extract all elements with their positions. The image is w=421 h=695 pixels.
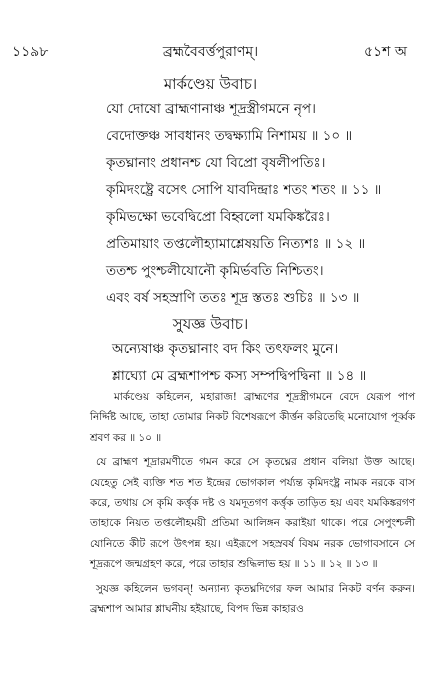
verse-line: এবং বর্ষ সহস্রাণি ততঃ শূদ্র স্ততঃ শুচিঃ ॥ ১৩ ॥ (106, 290, 360, 306)
speaker-heading-suyajna: সুযজ্ঞ উবাচ। (172, 315, 249, 333)
verse-line: যো দোষো ব্রাহ্মণানাঞ্চ শূদ্রস্ত্রীগমনে নৃপ। (106, 101, 316, 117)
page-number: ১১৯৮ (12, 44, 49, 60)
verse-line: কৃমিভক্ষো ভবেদ্বিপ্রো বিহ্বলো যমকিঙ্করৈঃ। (106, 209, 330, 225)
verse-line: শ্লাঘ্যো মে ব্রহ্মশাপশ্চ কস্য সম্পদ্বিপদ্বিনা ॥ ১৪ ॥ (112, 368, 367, 384)
sanskrit-verses (0, 72, 421, 390)
commentary-paragraph: সুযজ্ঞ কহিলেন ভগবন্! অন্যান্য কৃতঘ্নদিগের ফল আমার নিকট বর্ণন করুন। ব্রহ্মশাপ আমার শ্লাঘনীয় হইয়াছে, বিপদ ভিন্ন কাহারও (90, 582, 415, 616)
bengali-commentary (90, 387, 415, 619)
commentary-paragraph: মার্কণ্ডেয় কহিলেন, মহারাজ! ব্রাহ্মণের শূদ্রস্ত্রীগমনে বেদে যেরূপ পাপ নির্দ্দিষ্ট আছে, তাহা তোমার নিকট বিশেষরূপে কীর্ত্তন করিতেছি মনোযোগ পূর্ব্বক শ্রবণ কর ॥ ১০ ॥ (90, 391, 415, 444)
commentary-paragraph: যে ব্রাহ্মণ শূদ্রারমণীতে গমন করে সে কৃতঘ্নের প্রধান বলিয়া উক্ত আছে। যেহেতু সেই ব্যক্তি শত শত ইন্দ্রের ভোগকাল পর্য্যন্ত কৃমিদংষ্ট্র নামক নরকে বাস করে, তথায় সে কৃমি কর্ত্তৃক দষ্ট ও যমদূতগণ কর্ত্তৃক তাড়িত হয় এবং যমকিঙ্করগণ তাহাকে নিয়ত তপ্তলৌহময়ী প্রতিমা আলিঙ্গন করাইয়া থাকে। পরে সেপুংশ্চলী যোনিতে কীট রূপে উৎপন্ন হয়। এইরূপে সহস্রবর্ষ বিষম নরক ভোগাবসানে সে শূদ্ররূপে জন্মগ্রহণ করে, পরে তাহার শুদ্ধিলাভ হয় ॥ ১১ ॥ ১২ ॥ ১৩ ॥ (90, 456, 415, 571)
verse-line: অন্যেষাঞ্চ কৃতঘ্নানাং বদ কিং তৎফলং মুনে। (112, 341, 339, 357)
chapter-marker: ৫১শ অ (363, 44, 407, 60)
book-title: ব্রহ্মবৈবর্ত্তপুরাণম্। (162, 44, 259, 60)
verse-line: কৃতঘ্নানাং প্রধানশ্চ যো বিপ্রো বৃষলীপতিঃ। (106, 155, 326, 171)
verse-line: প্রতিমায়াং তপ্তলৌহ্যামাশ্লেষয়তি নিত্যশঃ ॥ ১২ ॥ (106, 236, 366, 252)
verse-line: বেদোক্তঞ্চ সাবধানং তদ্বক্ষ্যামি নিশাময় ॥ ১০ ॥ (106, 128, 353, 144)
verse-line: ততশ্চ পুংশ্চলীযোনৌ কৃমির্ভবতি নিশ্চিতং। (106, 263, 324, 279)
page-header (0, 40, 421, 60)
speaker-heading-markandeya: মার্কণ্ডেয় উবাচ। (163, 75, 258, 93)
verse-line: কৃমিদংষ্ট্রে বসেৎ সোপি যাবদিন্দ্রাঃ শতং শতং ॥ ১১ ॥ (106, 182, 382, 198)
